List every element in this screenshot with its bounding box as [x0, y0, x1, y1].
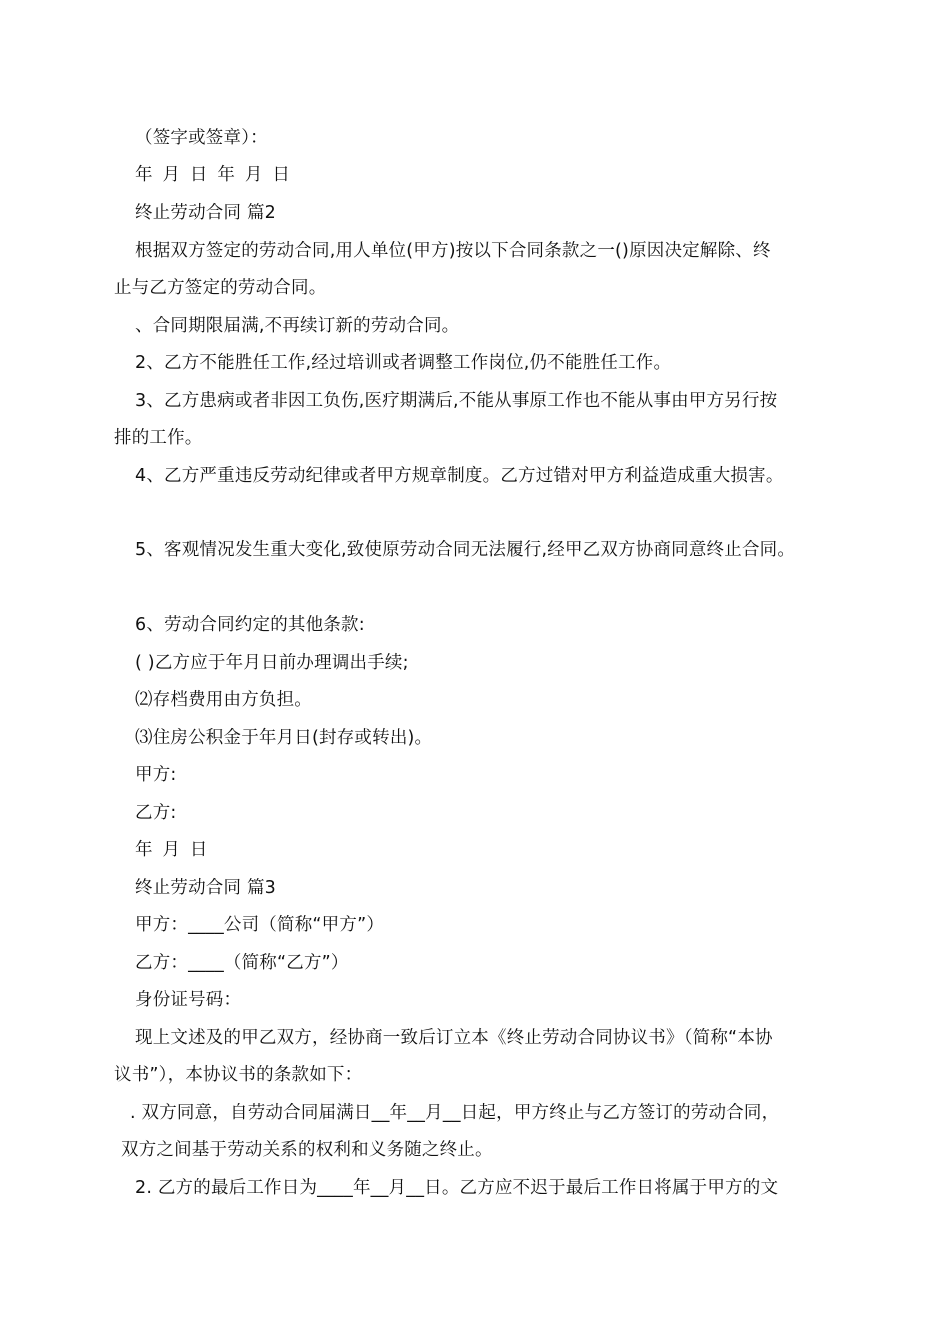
article-line: . 双方同意，自劳动合同届满日__年__月__日起，甲方终止与乙方签订的劳动合同， — [130, 1103, 780, 1123]
sub-clause-line: ( )乙方应于年月日前办理调出手续; — [135, 653, 409, 673]
clause-line: 6、劳动合同约定的其他条款: — [135, 615, 365, 635]
section-heading: 终止劳动合同 篇2 — [135, 203, 276, 223]
signature-line: （签字或签章）： — [135, 128, 268, 148]
date-line: 年 月 日 — [135, 840, 208, 860]
article-line: 双方之间基于劳动关系的权利和义务随之终止。 — [121, 1140, 493, 1160]
paragraph-line: 止与乙方签定的劳动合同。 — [114, 278, 327, 298]
paragraph-line: 现上文述及的甲乙双方，经协商一致后订立本《终止劳动合同协议书》（简称“本协 — [135, 1028, 773, 1048]
article-line: 2. 乙方的最后工作日为____年__月__日。乙方应不迟于最后工作日将属于甲方的文 — [135, 1178, 779, 1198]
paragraph-line: 议书”），本协议书的条款如下： — [114, 1065, 363, 1085]
sub-clause-line: ⑶住房公积金于年月日(封存或转出)。 — [135, 728, 433, 748]
sub-clause-line: ⑵存档费用由方负担。 — [135, 690, 312, 710]
clause-line: 5、客观情况发生重大变化,致使原劳动合同无法履行,经甲乙双方协商同意终止合同。 — [135, 540, 796, 560]
party-a-line: 甲方：____公司（简称“甲方”） — [135, 915, 385, 935]
paragraph-line: 根据双方签定的劳动合同,用人单位(甲方)按以下合同条款之一()原因决定解除、终 — [135, 241, 771, 261]
clause-line: 3、乙方患病或者非因工负伤,医疗期满后,不能从事原工作也不能从事由甲方另行按 — [135, 391, 778, 411]
clause-line: 2、乙方不能胜任工作,经过培训或者调整工作岗位,仍不能胜任工作。 — [135, 353, 672, 373]
date-line: 年 月 日 年 月 日 — [135, 165, 291, 185]
id-number-line: 身份证号码： — [135, 990, 242, 1010]
clause-line: 、合同期限届满,不再续订新的劳动合同。 — [135, 316, 460, 336]
clause-line: 排的工作。 — [114, 428, 203, 448]
party-b-line: 乙方：____（简称“乙方”） — [135, 953, 349, 973]
party-a-label: 甲方: — [135, 765, 177, 785]
clause-line: 4、乙方严重违反劳动纪律或者甲方规章制度。乙方过错对甲方利益造成重大损害。 — [135, 466, 784, 486]
party-b-label: 乙方: — [135, 803, 177, 823]
section-heading: 终止劳动合同 篇3 — [135, 878, 276, 898]
